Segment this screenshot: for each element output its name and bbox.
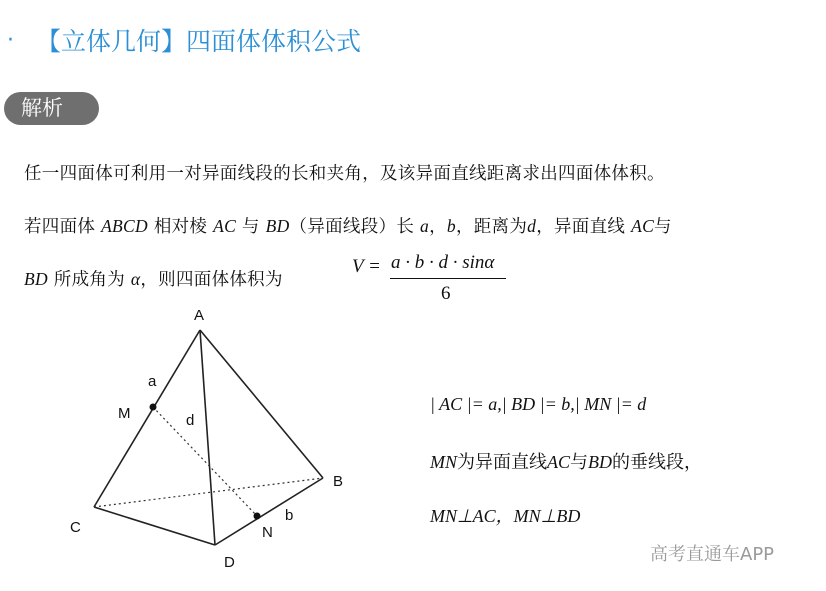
segment-mn	[153, 407, 257, 516]
formula-denominator: 6	[441, 283, 451, 304]
text-segment: 与	[236, 217, 266, 237]
text-segment: ，异面直线	[536, 217, 632, 237]
body-line-1: 任一四面体可利用一对异面线段的长和夹角，及该异面直线距离求出四面体体积。	[24, 164, 665, 184]
relation-line-3: MN⊥AC，MN⊥BD	[430, 506, 581, 526]
text-segment: 与	[654, 217, 672, 237]
text-segment: ，	[429, 217, 447, 237]
analysis-badge: 解析	[4, 92, 99, 125]
edge-cd	[94, 507, 215, 545]
text-segment: 所成角为	[47, 270, 131, 290]
label-b-vertex: B	[333, 473, 344, 490]
relation-line-1: | AC |= a,| BD |= b,| MN |= d	[430, 394, 647, 414]
watermark: 高考直通车APP	[650, 544, 775, 565]
point-m	[150, 404, 157, 411]
math-bd: BD	[265, 216, 290, 236]
text-segment: ，则四面体体积为	[140, 270, 283, 290]
math-ac: AC	[631, 216, 655, 236]
math-ac: AC	[547, 452, 571, 472]
edge-ac	[94, 330, 200, 507]
label-n-point: N	[262, 524, 273, 541]
text-segment: ，距离为	[455, 217, 528, 237]
edge-ad	[200, 330, 215, 545]
math-alpha: α	[130, 269, 141, 289]
bullet-dot: ·	[7, 28, 14, 53]
label-edge-b: b	[285, 507, 294, 524]
text-segment: 的垂线段，	[612, 452, 703, 473]
edge-ab	[200, 330, 323, 478]
text-segment: 若四面体	[24, 217, 102, 237]
label-m-point: M	[118, 405, 131, 422]
edge-cb-hidden	[94, 478, 323, 507]
text-segment: 为异面直线	[457, 452, 547, 473]
relation-line-2	[430, 448, 702, 474]
math-bd: BD	[588, 452, 613, 472]
label-d-vertex: D	[224, 554, 235, 571]
math-b: b	[446, 216, 456, 236]
label-c-vertex: C	[70, 519, 81, 536]
formula-lhs: V =	[352, 256, 381, 277]
label-edge-a: a	[148, 373, 157, 390]
text-segment: 与	[570, 452, 589, 473]
math-ac: AC	[213, 216, 237, 236]
label-a-vertex: A	[194, 307, 205, 324]
formula-numerator: a · b · d · sinα	[391, 252, 495, 273]
math-mn: MN	[430, 452, 457, 472]
text-segment: 相对棱	[147, 217, 214, 237]
math-d: d	[527, 216, 537, 236]
math-abcd: ABCD	[101, 216, 148, 236]
math-bd: BD	[24, 269, 48, 289]
page-title: 【立体几何】四面体体积公式	[36, 27, 362, 56]
point-n	[254, 513, 261, 520]
text-segment: （异面线段）长	[289, 217, 420, 237]
math-a: a	[420, 216, 430, 236]
label-segment-d: d	[186, 412, 195, 429]
